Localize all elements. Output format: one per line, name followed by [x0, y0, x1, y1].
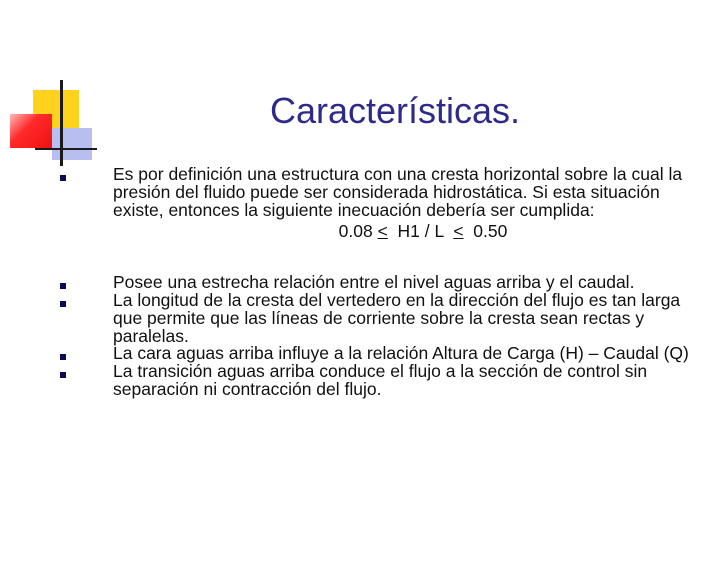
blue-square: [52, 128, 92, 160]
bullet-text: La transición aguas arriba conduce el flujo a la sección de control sin separación ni contracción del flujo.: [113, 361, 648, 399]
horizontal-line: [35, 148, 97, 150]
bullet-list: [56, 166, 706, 399]
bullet-text: La cara aguas arriba influye a la relación Altura de Carga (H) – Caudal (Q): [113, 343, 689, 364]
square-bullet-icon: [60, 283, 66, 289]
list-item: [56, 166, 706, 241]
corner-decoration: [0, 0, 110, 175]
formula-op1: <: [377, 221, 388, 242]
square-bullet-icon: [60, 301, 66, 307]
list-item: [56, 289, 706, 346]
inequation: [113, 223, 706, 241]
bullet-text: Posee una estrecha relación entre el nivel aguas arriba y el caudal.: [113, 272, 635, 293]
bullet-text: La longitud de la cresta del vertedero en la dirección del flujo es tan larga que permite que las líneas de corriente sobre la cresta sean rectas y paralelas.: [113, 289, 681, 346]
slide-title: Características.: [269, 90, 521, 131]
spacer: [56, 241, 706, 274]
formula-upper: 0.50: [473, 221, 508, 242]
square-bullet-icon: [60, 354, 66, 360]
formula-middle: H1 / L: [397, 221, 444, 242]
formula-op2: <: [453, 221, 464, 242]
list-item: [56, 363, 706, 399]
square-bullet-icon: [60, 372, 66, 378]
square-bullet-icon: [60, 175, 66, 181]
formula-lower: 0.08: [338, 221, 373, 242]
bullet-text: Es por definición una estructura con una cresta horizontal sobre la cual la presión del fluido puede ser considerada hidrostática. Si esta situación existe, entonces la siguiente inecuación debería ser cumplida:: [113, 164, 683, 220]
